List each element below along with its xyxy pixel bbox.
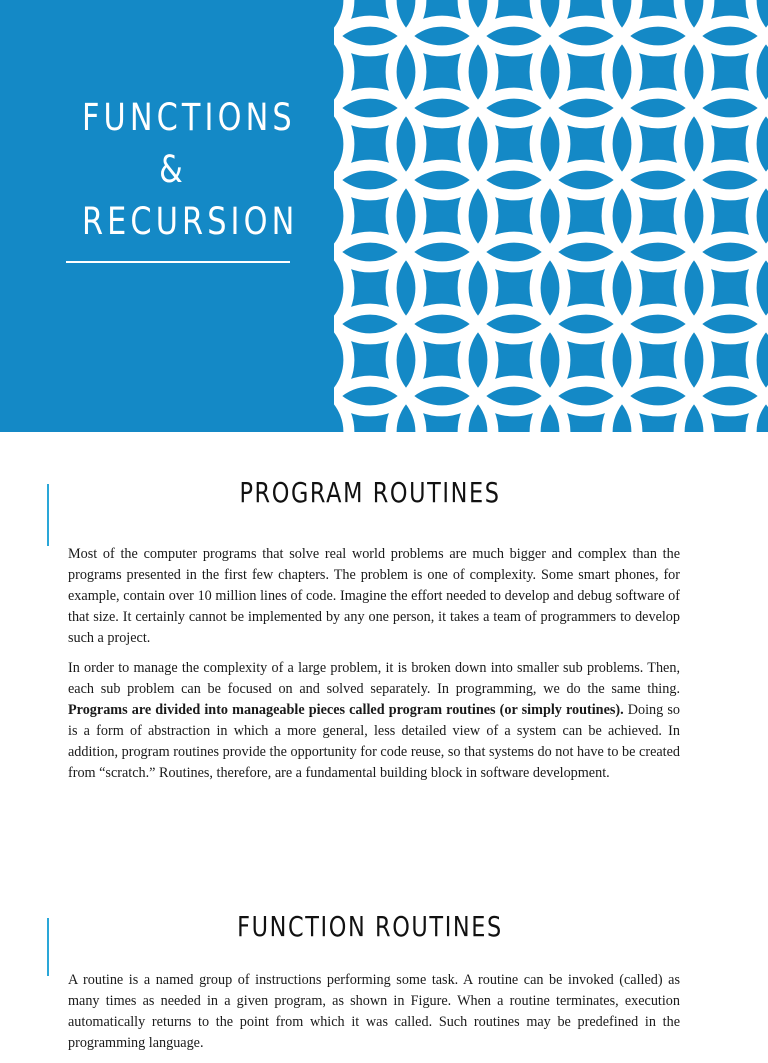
slide-heading: FUNCTION ROUTINES xyxy=(237,910,503,943)
title-slide xyxy=(0,0,768,432)
accent-bar xyxy=(47,484,49,546)
slide-body xyxy=(68,544,680,793)
paragraph-2-start: In order to manage the complexity of a large problem, it is broken down into smaller sub problems. Then, each sub problem can be focused on and solved separately. In programming, we do the same thing. xyxy=(68,660,680,697)
paragraph-2-end: Doing so is a form of abstraction in which a more general, less detailed view of a system can be achieved. In addition, program routines provide the opportunity for code reuse, so that systems do not have to be created from “scratch.” Routines, therefore, are a fundamental building block in software development. xyxy=(68,702,680,781)
interlocking-circles-pattern-icon xyxy=(334,0,768,432)
slide-heading: PROGRAM ROUTINES xyxy=(239,476,501,509)
accent-bar xyxy=(47,918,49,976)
paragraph-1: A routine is a named group of instructions performing some task. A routine can be invoked (called) as many times as needed in a given program, as shown in Figure. When a routine terminates, execution automatically returns to the point from which it was called. Such routines may be predefined in the programming language. xyxy=(68,972,680,1051)
paragraph-2-bold: Programs are divided into manageable pieces called program routines (or simply routines). xyxy=(68,702,624,718)
slide-body xyxy=(68,970,680,1063)
title-line-1: FUNCTIONS xyxy=(81,96,296,139)
slide-function-routines xyxy=(0,872,768,1051)
slide-program-routines xyxy=(0,432,768,872)
paragraph-2 xyxy=(68,658,680,784)
title-underline xyxy=(66,261,290,263)
presentation-title xyxy=(81,92,299,248)
paragraph-1: Most of the computer programs that solve real world problems are much bigger and complex than the programs presented in the first few chapters. The problem is one of complexity. Some smart phones, for example, contain over 10 million lines of code. Imagine the effort needed to develop and debug software of that size. It certainly cannot be implemented by any one person, it takes a team of programmers to develop such a project. xyxy=(68,546,680,646)
title-line-3: RECURSION xyxy=(81,200,299,243)
title-line-2: & xyxy=(159,148,187,191)
